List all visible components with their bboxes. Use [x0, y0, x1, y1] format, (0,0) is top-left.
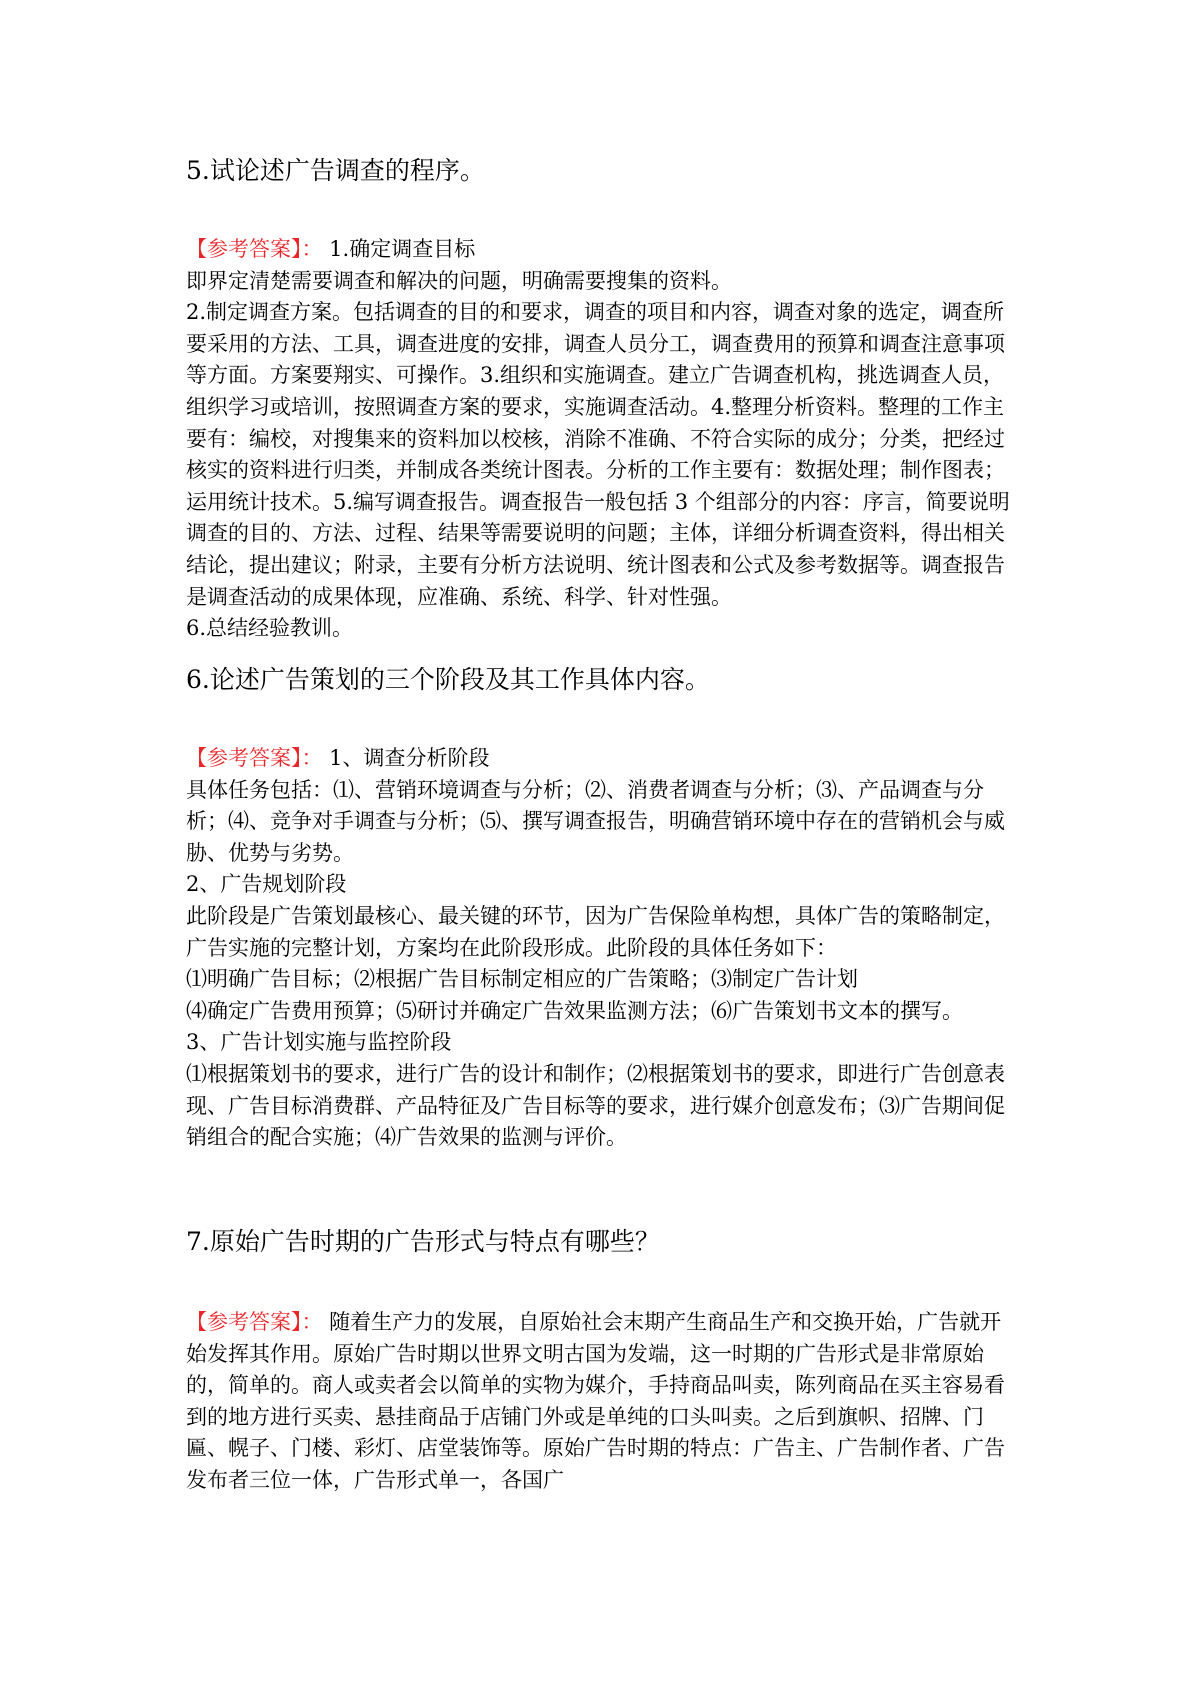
question-5-title: 5.试论述广告调查的程序。 [186, 156, 485, 185]
question-6-title: 6.论述广告策划的三个阶段及其工作具体内容。 [186, 665, 710, 694]
answer-first-text: 随着生产力的发展，自原始社会末期产生商品生产和交换开始，广告就开始发挥其作用。原始广告时期以世界文明古国为发端，这一时期的广告形式是非常原始的，简单的。商人或卖者会以简单的实物为媒介，手持商品叫卖，陈列商品在买主容易看到的地方进行买卖、悬挂商品于店铺门外或是单纯的口头叫卖。之后到旗帜、招牌、门匾、幌子、门楼、彩灯、店堂装饰等。原始广告时期的特点：广告主、广告制作者、广告发布者三位一体，广告形式单一，各国广 [186, 1310, 1005, 1492]
answer-first-text: 1、调查分析阶段 [322, 746, 490, 770]
question-6-answer [186, 743, 1021, 1154]
question-5-answer [186, 234, 1021, 645]
question-7-title: 7.原始广告时期的广告形式与特点有哪些？ [186, 1227, 660, 1256]
answer-paragraph: 3、广告计划实施与监控阶段 [186, 1030, 452, 1055]
answer-tag: 【参考答案】： [186, 237, 323, 261]
answer-paragraph: ⑷确定广告费用预算；⑸研讨并确定广告效果监测方法；⑹广告策划书文本的撰写。 [186, 998, 963, 1023]
answer-tag: 【参考答案】： [186, 1310, 323, 1334]
answer-paragraph: 2.制定调查方案。包括调查的目的和要求，调查的项目和内容，调查对象的选定，调查所要采用的方法、工具，调查进度的安排，调查人员分工，调查费用的预算和调查注意事项等方面。方案要翔实、可操作。3.组织和实施调查。建立广告调查机构，挑选调查人员，组织学习或培训，按照调查方案的要求，实施调查活动。4.整理分析资料。整理的工作主要有：编校，对搜集来的资料加以校核，消除不准确、不符合实际的成分；分类，把经过核实的资料进行归类，并制成各类统计图表。分析的工作主要有：数据处理；制作图表；运用统计技术。5.编写调查报告。调查报告一般包括 3 个组部分的内容：序言，简要说明调查的目的、方法、过程、结果等需要说明的问题；主体，详细分析调查资料，得出相关结论，提出建议；附录，主要有分析方法说明、统计图表和公式及参考数据等。调查报告是调查活动的成果体现，应准确、系统、科学、针对性强。 [186, 300, 1010, 609]
question-7-answer [186, 1307, 1021, 1497]
answer-first-line [186, 1307, 1021, 1497]
answer-paragraph: 即界定清楚需要调查和解决的问题，明确需要搜集的资料。 [186, 268, 732, 293]
answer-first-line [186, 743, 1021, 775]
answer-tag: 【参考答案】： [186, 746, 323, 770]
answer-paragraph: 具体任务包括：⑴、营销环境调查与分析；⑵、消费者调查与分析；⑶、产品调查与分析；⑷、竞争对手调查与分析；⑸、撰写调查报告，明确营销环境中存在的营销机会与威胁、优势与劣势。 [186, 777, 1005, 865]
answer-paragraph: 2、广告规划阶段 [186, 872, 347, 897]
answer-first-text: 1.确定调查目标 [322, 237, 476, 261]
answer-paragraph: 6.总结经验教训。 [186, 616, 354, 641]
answer-paragraph: ⑴明确广告目标；⑵根据广告目标制定相应的广告策略；⑶制定广告计划 [186, 967, 858, 992]
answer-paragraph: ⑴根据策划书的要求，进行广告的设计和制作；⑵根据策划书的要求，即进行广告创意表现、广告目标消费群、产品特征及广告目标等的要求，进行媒介创意发布；⑶广告期间促销组合的配合实施；⑷广告效果的监测与评价。 [186, 1061, 1005, 1150]
answer-paragraph: 此阶段是广告策划最核心、最关键的环节，因为广告保险单构想，具体广告的策略制定，广告实施的完整计划，方案均在此阶段形成。此阶段的具体任务如下： [186, 903, 1005, 960]
answer-first-line [186, 234, 1021, 266]
